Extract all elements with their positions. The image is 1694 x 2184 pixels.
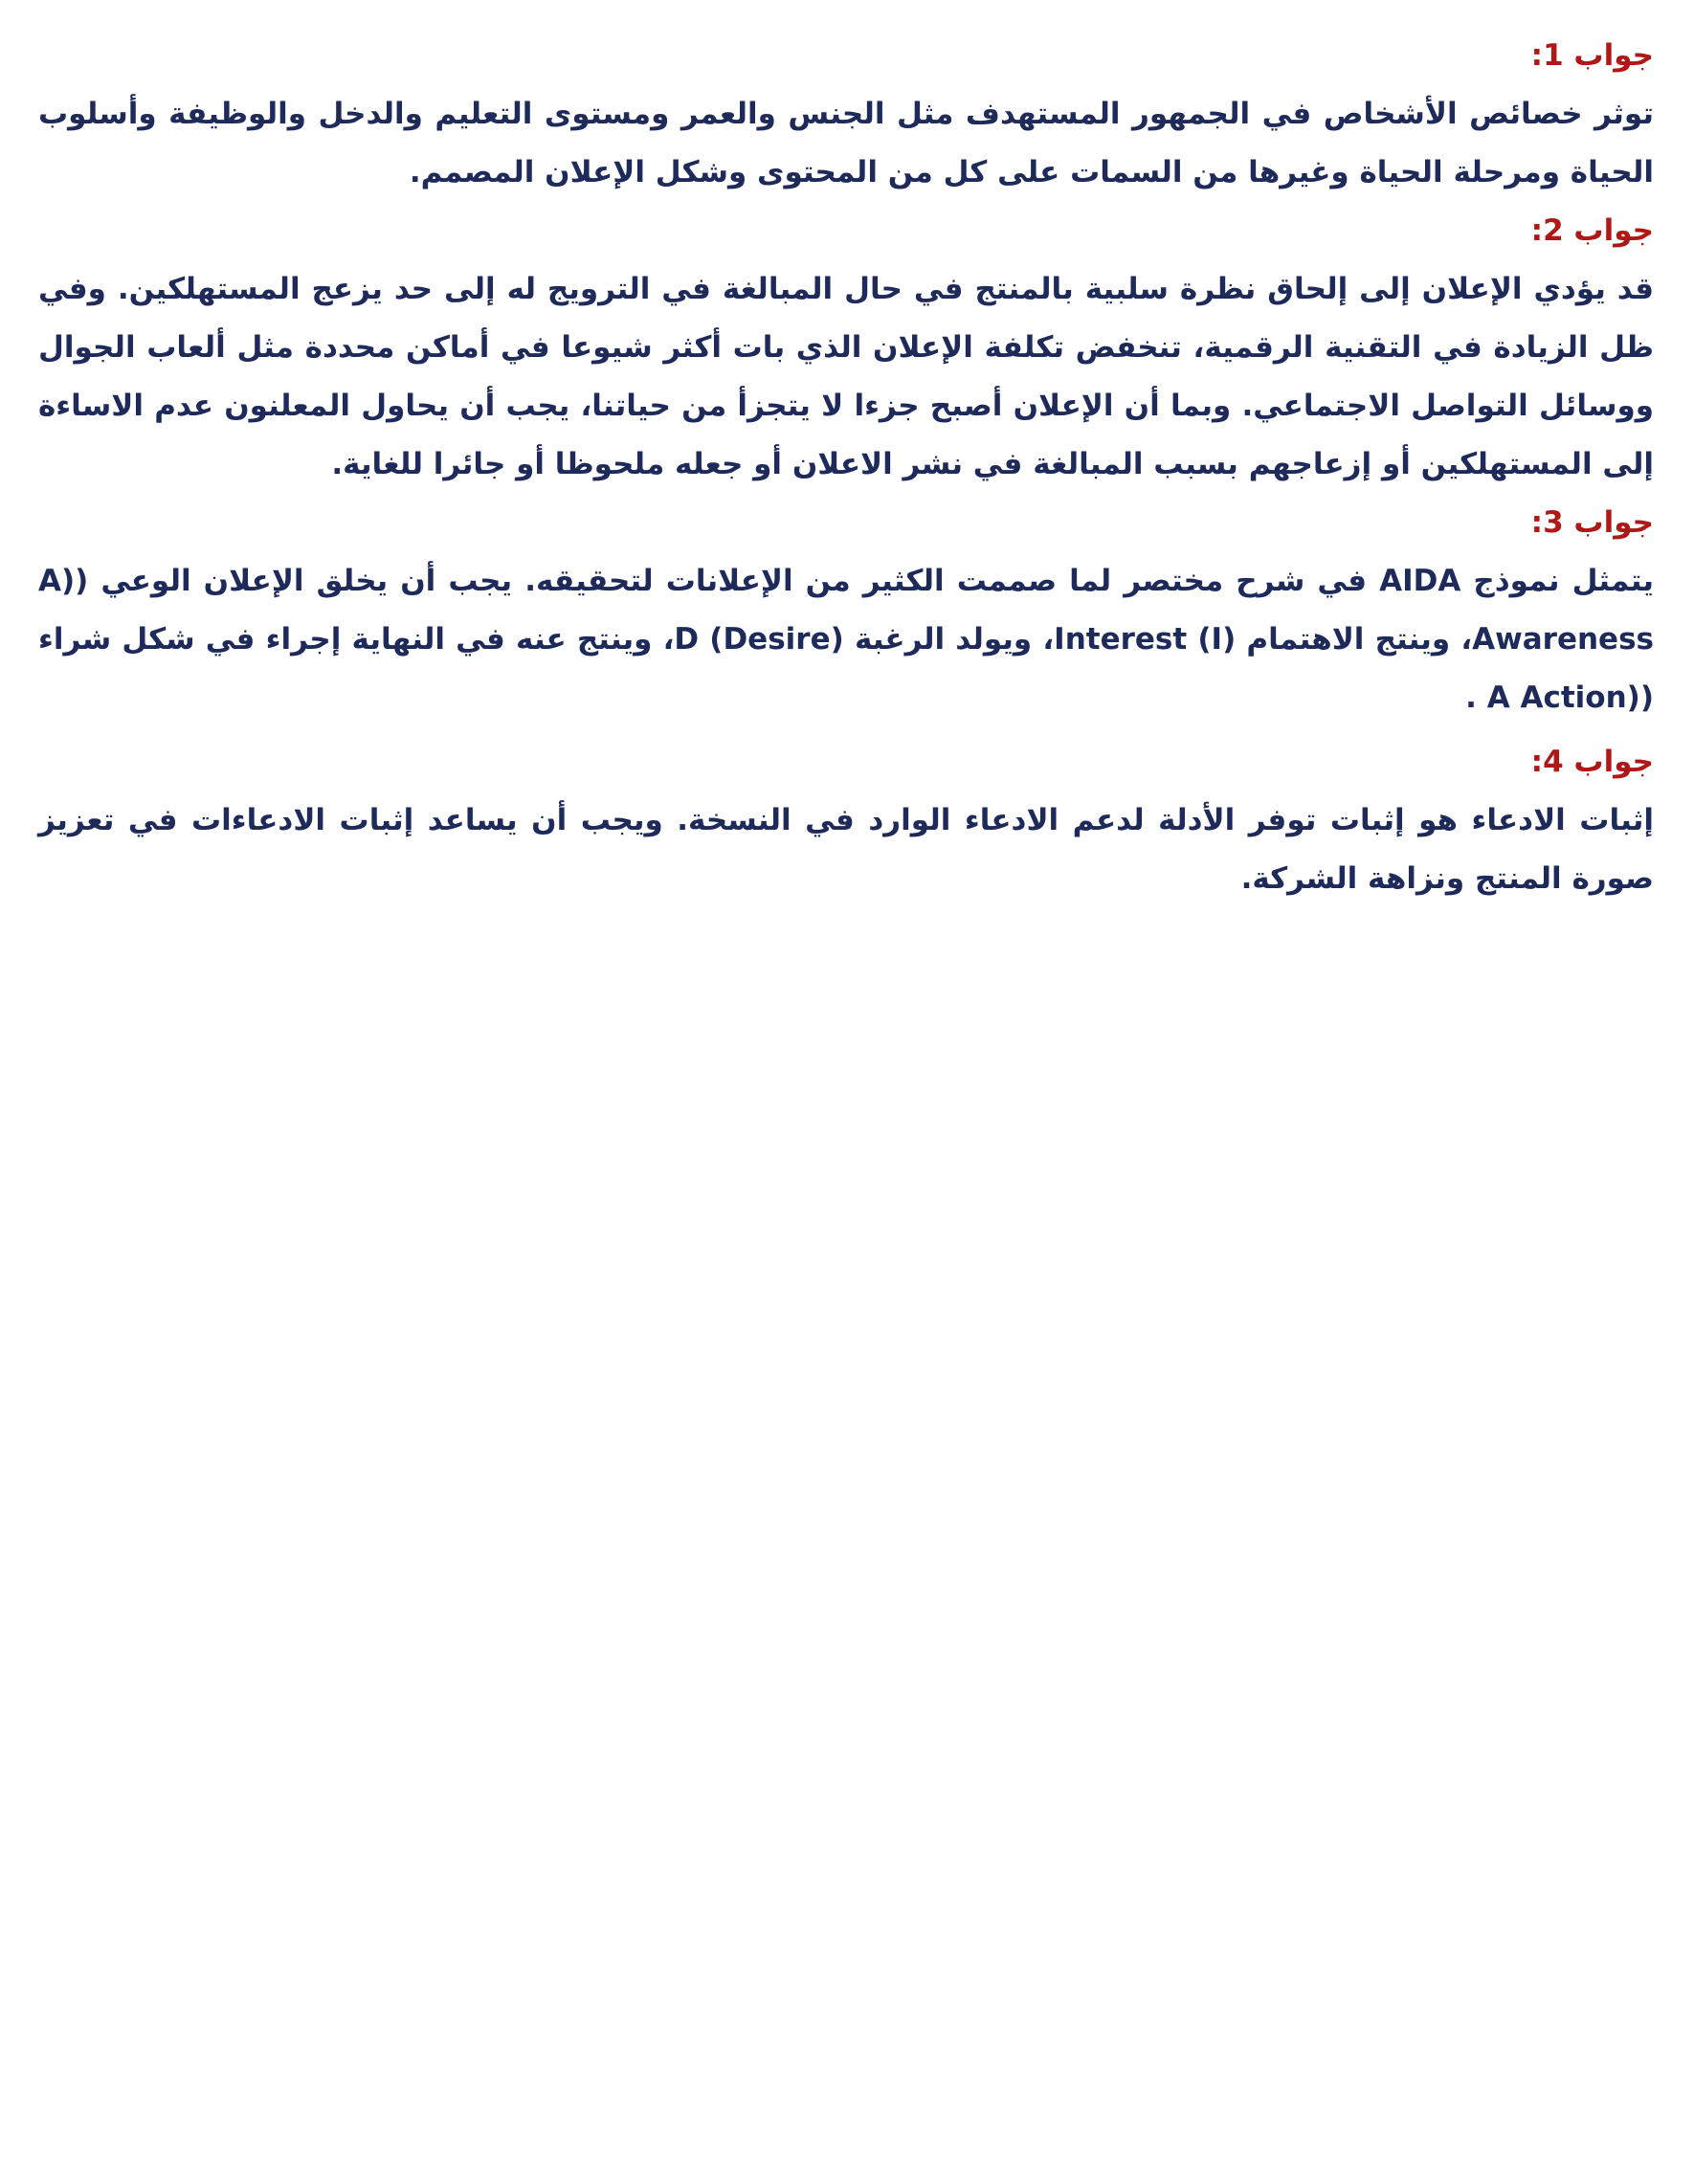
answer-3-text: يتمثل نموذج AIDA في شرح مختصر لما صممت الكثير من الإعلانات لتحقيقه. يجب أن يخلق الإعلان الوعي ((A Awareness، وينتج الاهتمام (Interest (I، ويولد الرغبة (D (Desire، وينتج عنه في النهاية إجراء في شكل شراء ((A Action . [38, 564, 1654, 715]
answer-1 [38, 27, 1654, 202]
answer-1-heading: جواب 1: [1530, 38, 1654, 73]
answer-2-text: قد يؤدي الإعلان إلى إلحاق نظرة سلبية بالمنتج في حال المبالغة في الترويج له إلى حد يزعج المستهلكين. وفي ظل الزيادة في التقنية الرقمية، تنخفض تكلفة الإعلان الذي بات أكثر شيوعا في أماكن محددة مثل ألعاب الجوال ووسائل التواصل الاجتماعي. وبما أن الإعلان أصبح جزءا لا يتجزأ من حياتنا، يجب أن يحاول المعلنون عدم الاساءة إلى المستهلكين أو إزعاجهم بسبب المبالغة في نشر الاعلان أو جعله ملحوظا أو جائرا للغاية. [38, 272, 1654, 481]
answer-1-text: توثر خصائص الأشخاص في الجمهور المستهدف مثل الجنس والعمر ومستوى التعليم والدخل والوظيفة وأسلوب الحياة ومرحلة الحياة وغيرها من السمات على كل من المحتوى وشكل الإعلان المصمم. [38, 97, 1654, 189]
answers-document [38, 27, 1654, 908]
answer-4-heading: جواب 4: [1530, 745, 1654, 779]
answer-2 [38, 202, 1654, 494]
answer-3 [38, 494, 1654, 727]
answer-4 [38, 733, 1654, 908]
answer-3-heading: جواب 3: [1530, 505, 1654, 540]
answer-2-heading: جواب 2: [1530, 213, 1654, 248]
answer-4-text: إثبات الادعاء هو إثبات توفر الأدلة لدعم الادعاء الوارد في النسخة. ويجب أن يساعد إثبات الادعاءات في تعزيز صورة المنتج ونزاهة الشركة. [38, 803, 1654, 896]
